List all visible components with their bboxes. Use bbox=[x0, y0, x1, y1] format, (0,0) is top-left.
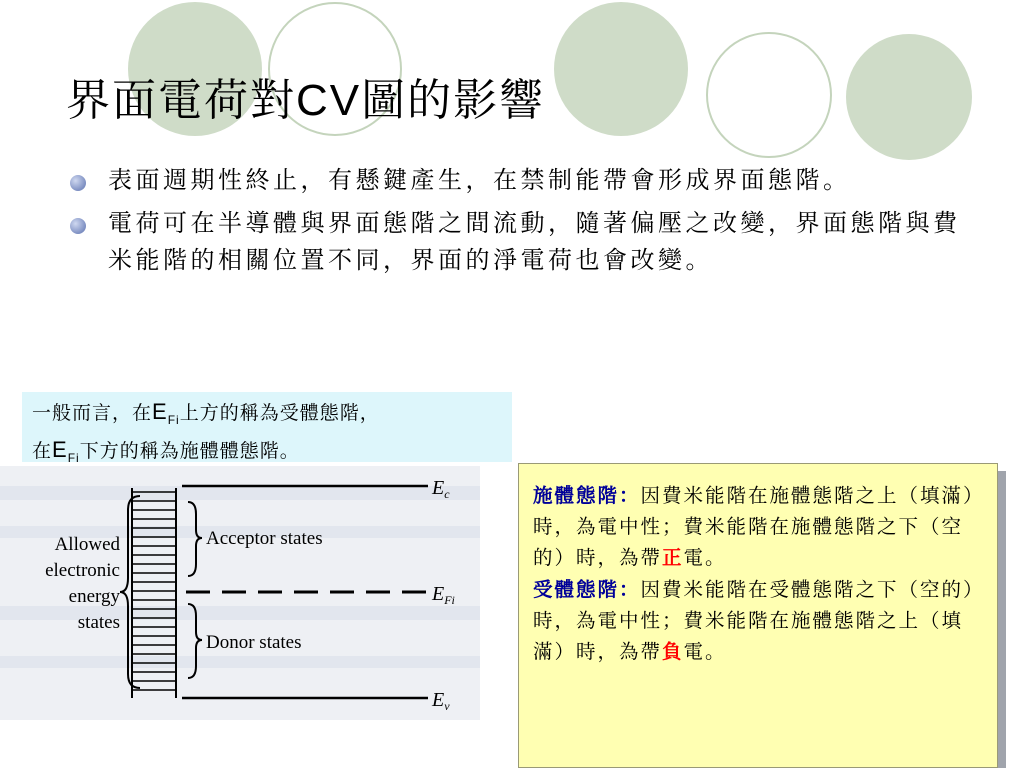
donor-explanation bbox=[533, 480, 985, 574]
acceptor-states-label: Acceptor states bbox=[206, 528, 323, 549]
fermi-subscript: Fi bbox=[67, 450, 80, 465]
definition-line-1 bbox=[32, 397, 512, 435]
definition-text: 在 bbox=[32, 439, 53, 462]
allowed-label-line-4: states bbox=[77, 612, 120, 633]
efi-label: $E_{Fi}$ bbox=[432, 583, 455, 607]
acceptor-text-end: 電。 bbox=[683, 640, 727, 664]
decor-circle-4 bbox=[706, 32, 832, 158]
donor-text-end: 電。 bbox=[683, 546, 727, 570]
decor-circle-3 bbox=[554, 2, 688, 136]
bullet-item bbox=[68, 162, 983, 199]
acceptor-charge: 負 bbox=[662, 640, 684, 664]
allowed-label-line-1: Allowed bbox=[54, 534, 120, 555]
fermi-subscript: Fi bbox=[167, 412, 180, 427]
bullet-dot-icon bbox=[70, 175, 86, 191]
ev-label: $E_v$ bbox=[432, 689, 450, 713]
bullet-dot-icon bbox=[70, 218, 86, 234]
bullet-text: 電荷可在半導體與界面態階之間流動，隨著偏壓之改變，界面態階與費米能階的相關位置不同，界面的淨電荷也會改變。 bbox=[108, 209, 961, 274]
fermi-symbol: E bbox=[52, 436, 68, 462]
decor-circle-5 bbox=[846, 34, 972, 160]
ec-label: $E_c$ bbox=[432, 477, 450, 501]
donor-states-label: Donor states bbox=[206, 632, 302, 653]
donor-charge: 正 bbox=[662, 546, 684, 570]
title-cv: CV bbox=[296, 76, 362, 125]
allowed-label-line-2: electronic bbox=[45, 560, 120, 581]
slide-title bbox=[66, 64, 545, 128]
bullet-text: 表面週期性終止，有懸鍵產生，在禁制能帶會形成界面態階。 bbox=[108, 166, 851, 194]
acceptor-term: 受體態階： bbox=[533, 577, 641, 601]
allowed-label-line-3: energy bbox=[68, 586, 120, 607]
bullet-item bbox=[68, 205, 983, 279]
definition-box bbox=[22, 392, 512, 465]
definition-text: 下方的稱為施體體態階。 bbox=[79, 439, 300, 462]
fermi-symbol: E bbox=[152, 399, 168, 424]
definition-text: 上方的稱為受體態階， bbox=[179, 402, 380, 424]
bullet-list bbox=[68, 162, 983, 285]
title-part-1: 界面電荷對 bbox=[66, 75, 296, 126]
acceptor-explanation bbox=[533, 574, 985, 668]
definition-text: 一般而言，在 bbox=[32, 402, 153, 424]
acceptor-text: 因費米能階在受體態階之下（空的）時，為電中性；費米能階在施體態階之上（填滿）時，為帶 bbox=[533, 577, 985, 664]
energy-band-figure bbox=[0, 466, 480, 720]
donor-text: 因費米能階在施體態階之上（填滿）時，為電中性；費米能階在施體態階之下（空的）時，為帶 bbox=[533, 484, 985, 570]
donor-term: 施體態階： bbox=[533, 484, 641, 507]
note-box bbox=[518, 463, 998, 768]
title-part-2: 圖的影響 bbox=[361, 75, 546, 126]
